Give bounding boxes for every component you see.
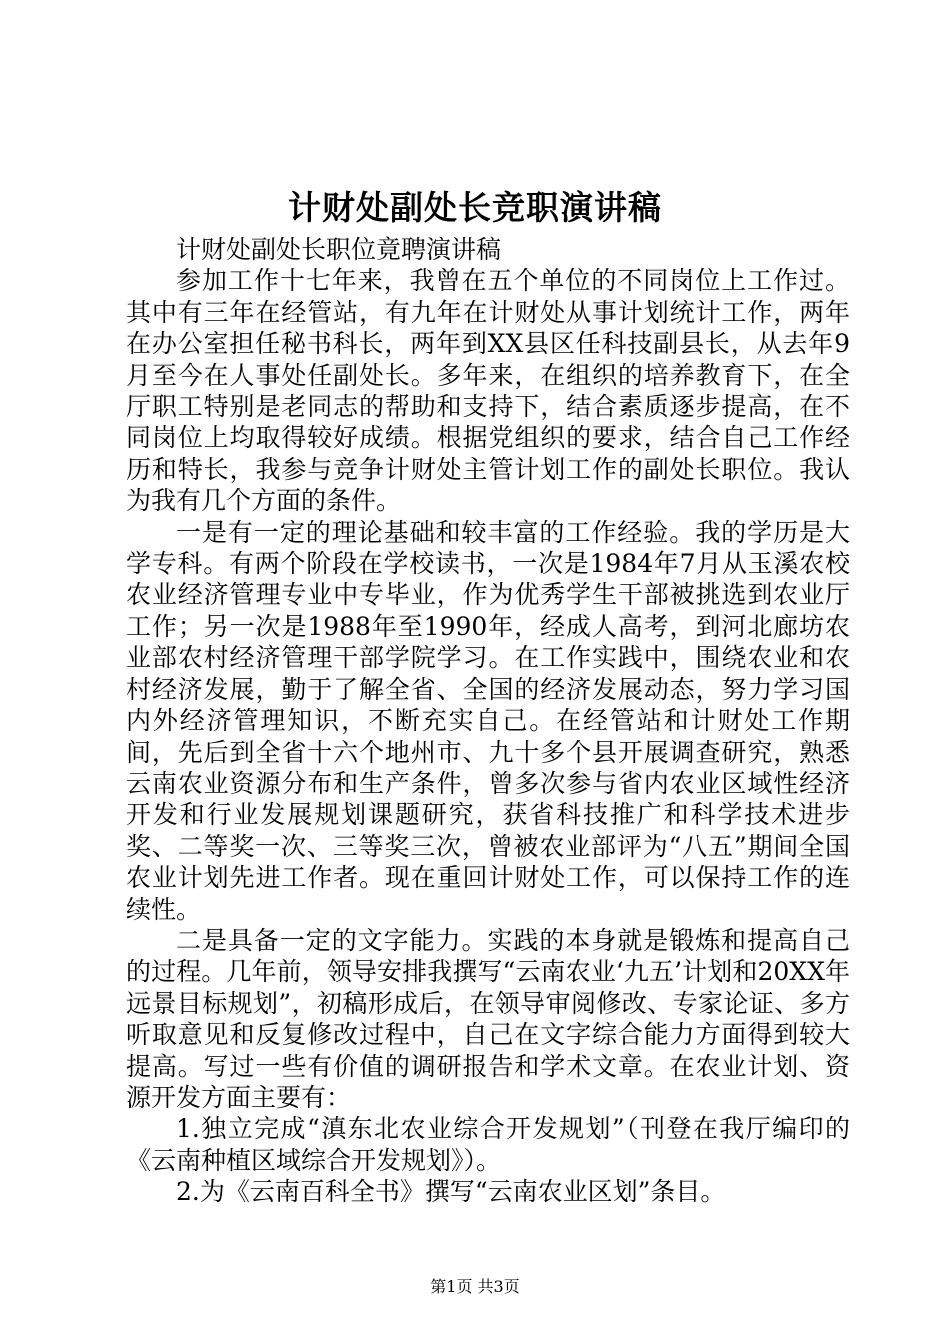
document-body — [126, 234, 850, 1208]
page-number-footer: 第1页 共3页 — [430, 1277, 520, 1296]
paragraph-point-one: 一是有一定的理论基础和较丰富的工作经验。我的学历是大学专科。有两个阶段在学校读书，一次是1984年7月从玉溪农校农业经济管理专业中专毕业，作为优秀学生干部被挑选到农业厅工作；另一次是1988年至1990年，经成人高考，到河北廊坊农业部农村经济管理干部学院学习。在工作实践中，围绕农业和农村经济发展，勤于了解全省、全国的经济发展动态，努力学习国内外经济管理知识，不断充实自己。在经管站和计财处工作期间，先后到全省十六个地州市、九十多个县开展调查研究，熟悉云南农业资源分布和生产条件，曾多次参与省内农业区域性经济开发和行业发展规划课题研究，获省科技推广和科学技术进步奖、二等奖一次、三等奖三次，曾被农业部评为“八五”期间全国农业计划先进工作者。现在重回计财处工作，可以保持工作的连续性。 — [126, 517, 850, 924]
paragraph-point-two: 二是具备一定的文字能力。实践的本身就是锻炼和提高自己的过程。几年前，领导安排我撰写“云南农业‘九五’计划和20XX年远景目标规划”，初稿形成后，在领导审阅修改、专家论证、多方听取意见和反复修改过程中，自己在文字综合能力方面得到较大提高。写过一些有价值的调研报告和学术文章。在农业计划、资源开发方面主要有： — [126, 925, 850, 1112]
document-title: 计财处副处长竞职演讲稿 — [288, 188, 662, 227]
paragraph-intro: 参加工作十七年来，我曾在五个单位的不同岗位上工作过。其中有三年在经管站，有九年在计财处从事计划统计工作，两年在办公室担任秘书科长，两年到XX县区任科技副县长，从去年9月至今在人事处任副处长。多年来，在组织的培养教育下，在全厅职工特别是老同志的帮助和支持下，结合素质逐步提高，在不同岗位上均取得较好成绩。根据党组织的要求，结合自己工作经历和特长，我参与竞争计财处主管计划工作的副处长职位。我认为我有几个方面的条件。 — [126, 266, 850, 516]
paragraph-list-item-1: 1.独立完成“滇东北农业综合开发规划”（刊登在我厅编印的《云南种植区域综合开发规划》）。 — [126, 1114, 850, 1175]
paragraph-subtitle: 计财处副处长职位竟聘演讲稿 — [176, 235, 502, 264]
paragraph-list-item-2: 2.为《云南百科全书》撰写“云南农业区划”条目。 — [176, 1177, 726, 1207]
